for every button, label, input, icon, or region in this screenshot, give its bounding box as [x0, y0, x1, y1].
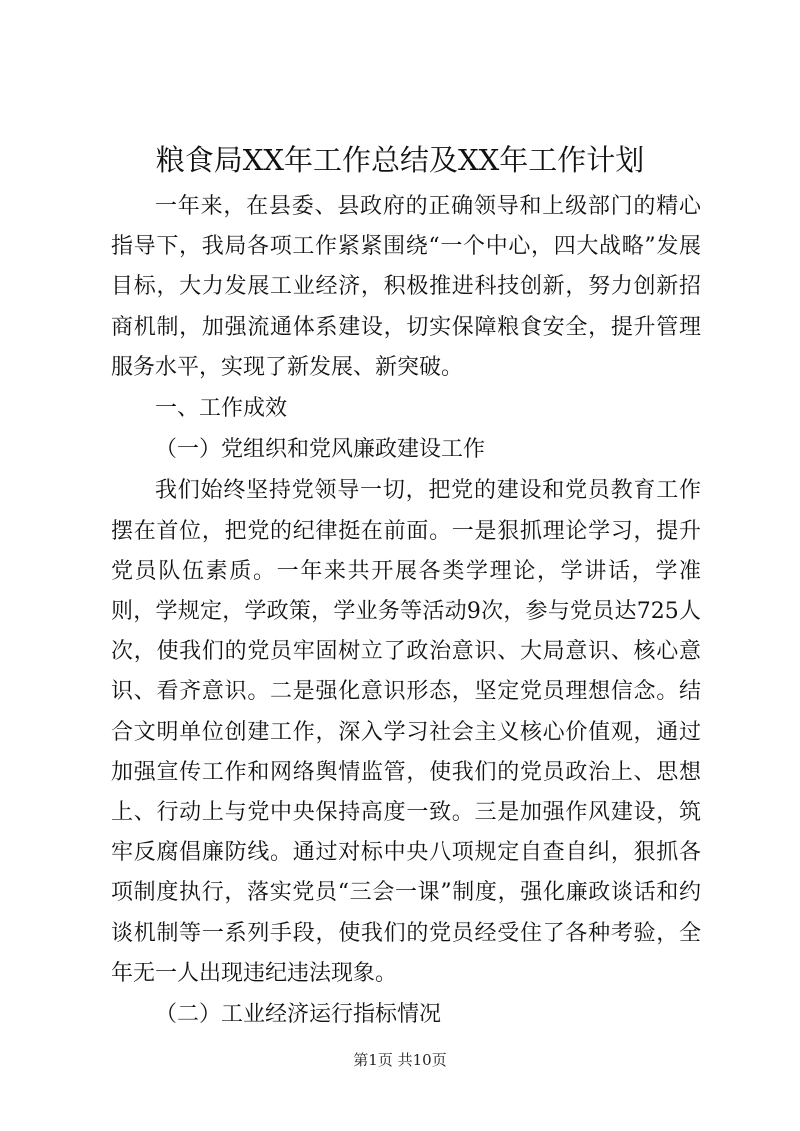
intro-paragraph: 一年来，在县委、县政府的正确领导和上级部门的精心指导下，我局各项工作紧紧围绕“一个中心，四大战略”发展目标，大力发展工业经济，积极推进科技创新，努力创新招商机制，加强流通体系建设，切实保障粮食安全，提升管理服务水平，实现了新发展、新突破。: [111, 194, 701, 380]
document-title: 粮食局XX年工作总结及XX年工作计划: [155, 143, 645, 177]
section-heading-work-results: 一、工作成效: [155, 396, 288, 422]
subsection-heading-industrial-economy: （二）工业经济运行指标情况: [155, 1002, 442, 1028]
party-building-paragraph: 我们始终坚持党领导一切，把党的建设和党员教育工作摆在首位，把党的纪律挺在前面。一是狠抓理论学习，提升党员队伍素质。一年来共开展各类学理论，学讲话，学准则，学规定，学政策，学业务等活动9次，参与党员达725人次，使我们的党员牢固树立了政治意识、大局意识、核心意识、看齐意识。二是强化意识形态，坚定党员理想信念。结合文明单位创建工作，深入学习社会主义核心价值观，通过加强宣传工作和网络舆情监管，使我们的党员政治上、思想上、行动上与党中央保持高度一致。三是加强作风建设，筑牢反腐倡廉防线。通过对标中央八项规定自查自纠，狠抓各项制度执行，落实党员“三会一课”制度，强化廉政谈话和约谈机制等一系列手段，使我们的党员经受住了各种考验，全年无一人出现违纪违法现象。: [111, 478, 701, 986]
page-number-footer: 第1页 共10页: [353, 1051, 447, 1069]
subsection-heading-party-building: （一）党组织和党风廉政建设工作: [155, 437, 486, 463]
document-body: [111, 187, 701, 1035]
